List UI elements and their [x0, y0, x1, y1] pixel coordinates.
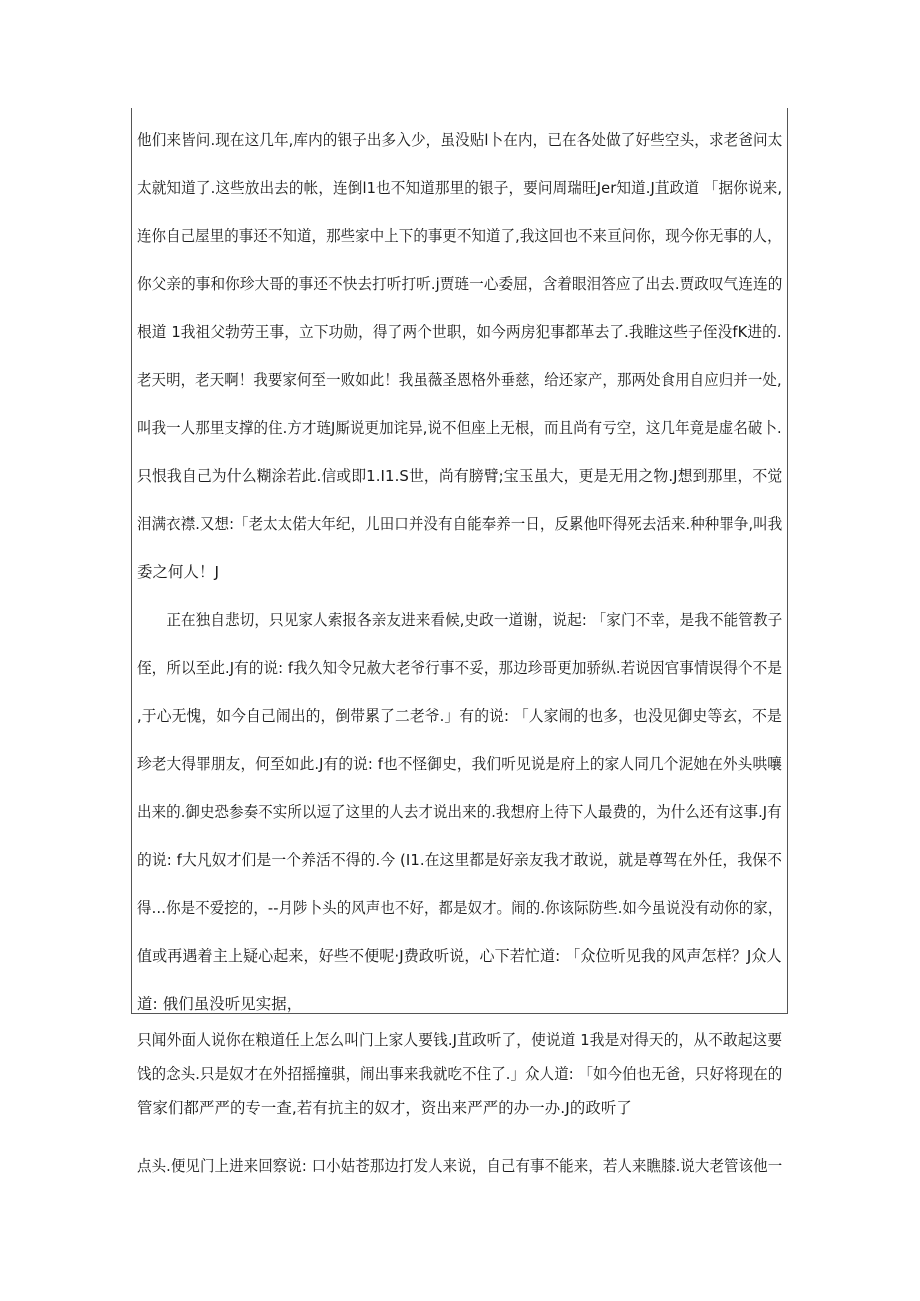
- text-line: 你父亲的事和你珍大哥的事还不快去打听打听.j贾琏一心委屈，含着眼泪答应了出去.贾政叹气连连的: [137, 275, 783, 293]
- text-line: 他们来皆问.现在这几年,库内的银子出多入少，虽没贴l卜在内，已在各处做了好些空头，求老爸问太: [137, 131, 783, 149]
- text-line: ,于心无愧，如今自己闹出的，倒带累了二老爷.」有的说: 「人家闹的也多，也没见御史等玄，不是: [137, 707, 782, 725]
- text-line: 点头.便见门上进来回察说: 口小姑苍那边打发人来说，自己有事不能来，若人来瞧膝.说大老管该他一: [137, 1157, 783, 1175]
- text-line: 侄，所以至此.J有的说: f我久知令兄赦大老爷行事不妥，那边珍哥更加骄纵.若说因官事情误得个不是: [137, 659, 783, 677]
- text-line: 出来的.御史恐参奏不实所以逗了这里的人去才说出来的.我想府上待下人最费的，为什么还有这事.J有: [137, 803, 782, 821]
- text-line: 泪满衣襟.又想:「老太太偌大年纪，儿田口并没有自能奉养一日，反累他吓得死去活来.种种罪争,叫我: [137, 515, 783, 533]
- text-line: 叫我一人那里支撑的住.方才琏J厮说更加诧异,说不但座上无根，而且尚有亏空，这几年竟是虚名破卜.: [137, 419, 782, 437]
- text-line: 道: 俄们虽没听见实据，: [137, 995, 303, 1013]
- text-line: 珍老大得罪朋友，何至如此.J有的说: f也不怪御史，我们听见说是府上的家人同几个泥她在外头哄嚷: [137, 755, 783, 773]
- text-line: 正在独自悲切，只见家人索报各亲友进来看候,史政一道谢，说起: 「家门不幸，是我不能管教子: [137, 611, 783, 629]
- text-line: 的说: f大凡奴才们是一个养活不得的.今 (I1.在这里都是好亲友我才敢说，就是尊驾在外任，我保不: [137, 851, 783, 869]
- text-line: 管家们都严严的专一查,若有抗主的奴才，资出来严严的办一办.J的政听了: [137, 1099, 632, 1117]
- text-line: 饯的念头.只是奴才在外招摇撞骐，闹出事来我就吃不住了.」众人道: 「如今伯也无爸，只好将现在的: [137, 1065, 783, 1083]
- text-line: 值或再遇着主上疑心起来，好些不便呢·J费政听说，心下若忙道: 「众位听见我的风声怎样？J众人: [137, 947, 782, 965]
- text-line: 老天明，老天啊！我要家何至一败如此！我虽薇圣恩格外垂慈，给还家产，那两处食用自应归并一处,: [137, 371, 782, 389]
- text-line: 只闻外面人说你在粮道任上怎么叫门上家人要钱.J苴政听了，使说道 1我是对得天的，从不敢起这要: [137, 1031, 783, 1049]
- text-line: 得…你是不爱挖的，--月陟卜头的风声也不好，都是奴才。闹的.你该际防些.如今虽说没有动你的家，: [137, 899, 783, 917]
- text-line: 根道 1我祖父勃劳王事，立下功勋，得了两个世职，如今两房犯事都革去了.我睢这些子侄没fK进的.: [137, 323, 782, 341]
- text-line: 连你自己屋里的事还不知道，那些家中上下的事更不知道了,我这回也不来亘问你，现今你无事的人，: [137, 227, 782, 245]
- text-line: 委之何人！J: [137, 563, 220, 581]
- text-line: 太就知道了.这些放出去的帐，连倒l1也不知道那里的银子，要问周瑞旺Jer知道.J苴政道 「据你说来,: [137, 179, 783, 197]
- text-line: 只恨我自己为什么糊涂若此.信或即1.I1.S世，尚有膀臂;宝玉虽大，更是无用之物.J想到那里，不觉: [137, 467, 783, 485]
